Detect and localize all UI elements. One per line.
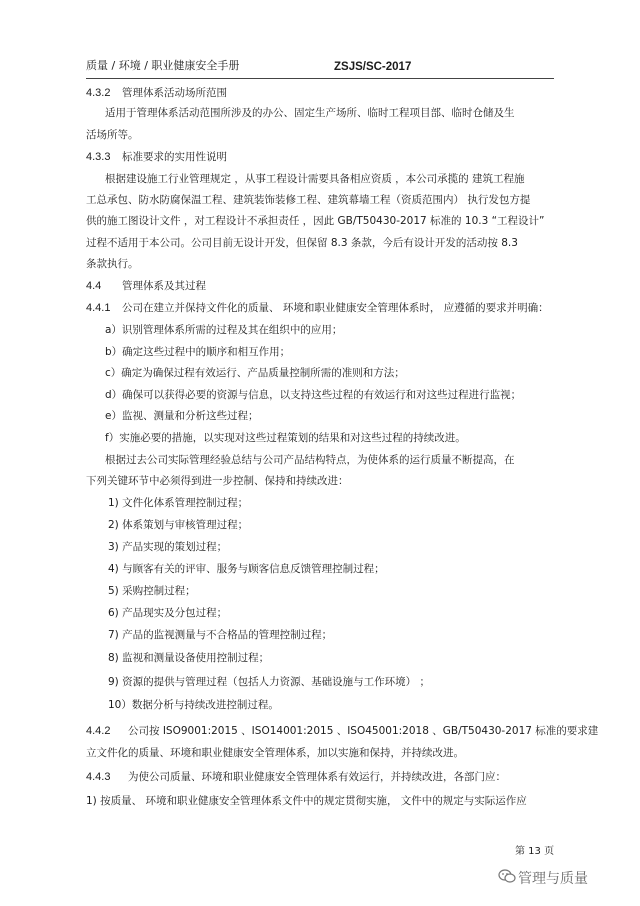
list-item: d）确保可以获得必要的资源与信息，以支持这些过程的有效运行和对这些过程进行监视； bbox=[105, 389, 522, 401]
section-number: 4.4.3 bbox=[86, 771, 111, 783]
paragraph-line: 1) 按质量、 环境和职业健康安全管理体系文件中的规定贯彻实施， 文件中的规定与实际运作应 bbox=[86, 795, 527, 807]
section-title: 管理体系及其过程 bbox=[122, 280, 206, 292]
list-item: 6) 产品现实及分包过程； bbox=[108, 607, 228, 619]
header-title: 质量 / 环境 / 职业健康安全手册 bbox=[86, 59, 240, 72]
header-doc-code: ZSJS/SC-2017 bbox=[334, 61, 412, 73]
list-item: 8) 监视和测量设备使用控制过程； bbox=[108, 652, 270, 664]
page-number: 第 13 页 bbox=[515, 846, 555, 857]
list-item: 5) 采购控制过程； bbox=[108, 585, 196, 597]
paragraph-line: 立文件化的质量、环境和职业健康安全管理体系，加以实施和保持，并持续改进。 bbox=[86, 747, 464, 759]
paragraph-line: 为使公司质量、环境和职业健康安全管理体系有效运行，并持续改进，各部门应： bbox=[128, 771, 506, 783]
wechat-icon bbox=[498, 868, 516, 884]
section-number: 4.3.2 bbox=[86, 87, 111, 99]
paragraph-line: 根据过去公司实际管理经验总结与公司产品结构特点，为使体系的运行质量不断提高，在 bbox=[105, 454, 515, 466]
list-item: c）确定为确保过程有效运行、产品质量控制所需的准则和方法； bbox=[105, 367, 405, 379]
section-number: 4.4.2 bbox=[86, 725, 111, 737]
paragraph-line: 根据建设施工行业管理规定 ，从事工程设计需要具备相应资质 ，本公司承揽的 建筑工程施 bbox=[105, 173, 525, 185]
list-item: 3) 产品实现的策划过程； bbox=[108, 541, 228, 553]
paragraph-line: 下列关键环节中必须得到进一步控制、保持和持续改进： bbox=[86, 475, 349, 487]
list-item: b）确定这些过程中的顺序和相互作用； bbox=[105, 346, 291, 358]
paragraph-line: 活场所等。 bbox=[86, 129, 139, 141]
paragraph-line: 过程不适用于本公司。公司目前无设计开发，但保留 8.3 条款，今后有设计开发的活动按 8.3 bbox=[86, 237, 518, 249]
paragraph-line: 公司在建立并保持文件化的质量、 环境和职业健康安全管理体系时， 应遵循的要求并明确： bbox=[122, 302, 549, 314]
paragraph-line: 公司按 ISO9001:2015 、ISO14001:2015 、ISO45001:2018 、GB/T50430-2017 标准的要求建 bbox=[128, 725, 599, 737]
list-item: 9) 资源的提供与管理过程（包括人力资源、基础设施与工作环境） ； bbox=[108, 676, 430, 688]
paragraph-line: 条款执行。 bbox=[86, 258, 139, 270]
list-item: 7) 产品的监视测量与不合格品的管理控制过程； bbox=[108, 629, 333, 641]
section-4-3-2-heading bbox=[86, 86, 227, 100]
section-title: 管理体系活动场所范围 bbox=[122, 87, 227, 99]
section-4-4-1-lead bbox=[86, 301, 549, 315]
list-item: 10）数据分析与持续改进控制过程。 bbox=[108, 699, 279, 711]
list-item: 2) 体系策划与审核管理过程； bbox=[108, 519, 249, 531]
section-number: 4.4.1 bbox=[86, 302, 111, 314]
list-item: f）实施必要的措施，以实现对这些过程策划的结果和对这些过程的持续改进。 bbox=[105, 432, 466, 444]
watermark-text: 管理与质量 bbox=[518, 871, 588, 887]
section-number: 4.4 bbox=[86, 280, 102, 292]
section-4-4-heading bbox=[86, 279, 206, 293]
section-4-4-3-line bbox=[86, 770, 506, 784]
list-item: a）识别管理体系所需的过程及其在组织中的应用； bbox=[105, 324, 343, 336]
section-number: 4.3.3 bbox=[86, 151, 111, 163]
paragraph-line: 工总承包、防水防腐保温工程、建筑装饰装修工程、建筑幕墙工程（资质范围内） 执行发包方提 bbox=[86, 194, 531, 206]
list-item: 1) 文件化体系管理控制过程； bbox=[108, 497, 249, 509]
section-title: 标准要求的实用性说明 bbox=[122, 151, 227, 163]
list-item: 4) 与顾客有关的评审、服务与顾客信息反馈管理控制过程； bbox=[108, 563, 385, 575]
list-item: e）监视、测量和分析这些过程； bbox=[105, 410, 259, 422]
page-header bbox=[86, 56, 554, 79]
section-4-3-3-heading bbox=[86, 150, 227, 164]
paragraph-line: 供的施工图设计文件 ，对工程设计不承担责任 ，因此 GB/T50430-2017 标准的 10.3 “工程设计” bbox=[86, 215, 545, 227]
section-4-4-2-line bbox=[86, 724, 598, 738]
paragraph-line: 适用于管理体系活动范围所涉及的办公、固定生产场所、临时工程项目部、临时仓储及生 bbox=[105, 107, 515, 119]
